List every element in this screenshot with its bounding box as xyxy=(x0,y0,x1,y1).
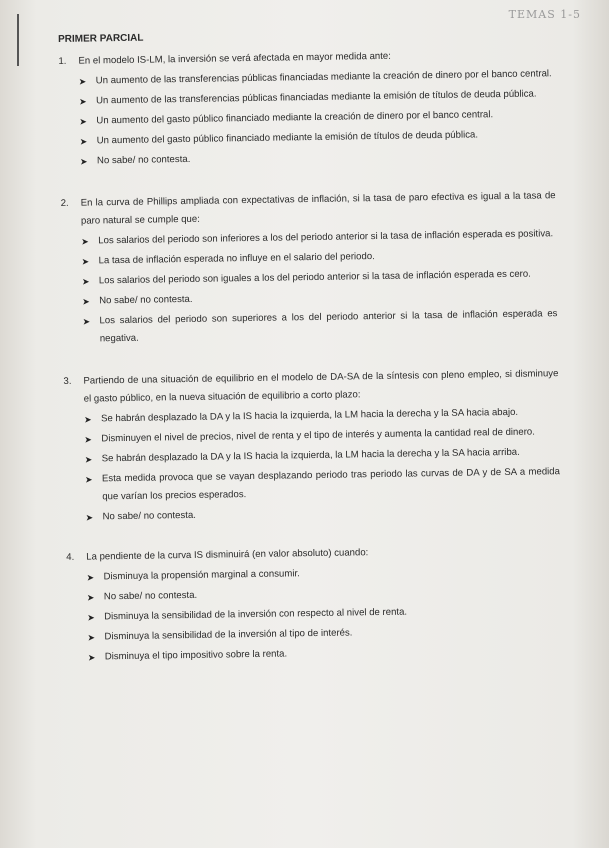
question-stem xyxy=(63,365,559,409)
question-1 xyxy=(58,45,555,171)
arrow-bullet-icon: ➤ xyxy=(81,236,89,247)
arrow-bullet-icon: ➤ xyxy=(85,512,94,523)
option-text: Esta medida provoca que se vayan desplazando periodo tras periodo las curvas de DA y de SA a medida que varían los precios esperados. xyxy=(101,466,561,503)
arrow-bullet-icon: ➤ xyxy=(78,76,87,87)
option-text: No sabe/ no contesta. xyxy=(96,153,191,167)
option-text: Disminuyen el nivel de precios, nivel de renta y el tipo de interés y aumenta la cantidad real de dinero. xyxy=(101,426,535,445)
arrow-bullet-icon: ➤ xyxy=(87,612,95,623)
option-text: Un aumento del gasto público financiado mediante la emisión de títulos de deuda pública. xyxy=(96,129,479,147)
option-list xyxy=(66,561,562,667)
option-text: No sabe/ no contesta. xyxy=(99,293,193,307)
arrow-bullet-icon: ➤ xyxy=(79,136,88,147)
arrow-bullet-icon: ➤ xyxy=(81,256,90,267)
arrow-bullet-icon: ➤ xyxy=(83,414,92,425)
arrow-bullet-icon: ➤ xyxy=(84,454,93,465)
option-item xyxy=(85,463,561,506)
option-item xyxy=(82,305,558,348)
option-text: No sabe/ no contesta. xyxy=(102,509,197,523)
arrow-bullet-icon: ➤ xyxy=(79,116,88,127)
arrow-bullet-icon: ➤ xyxy=(84,434,92,445)
option-text: Los salarios del periodo son superiores a los del periodo anterior si la tasa de inflación esperada es negativa. xyxy=(99,308,558,345)
option-text: Se habrán desplazado la DA y la IS hacia la izquierda, la LM hacia la derecha y la SA hacia arriba. xyxy=(101,446,520,465)
question-stem xyxy=(61,187,557,231)
option-text: Disminuya la sensibilidad de la inversión con respecto al nivel de renta. xyxy=(104,606,408,623)
arrow-bullet-icon: ➤ xyxy=(78,96,87,107)
option-text: Se habrán desplazado la DA y la IS hacia la izquierda, la LM hacia la derecha y la SA hacia abajo. xyxy=(100,406,519,425)
option-text: La tasa de inflación esperada no influye en el salario del periodo. xyxy=(98,251,375,267)
question-4 xyxy=(66,541,563,667)
option-list xyxy=(59,65,555,171)
question-number: 3. xyxy=(63,375,72,387)
option-text: No sabe/ no contesta. xyxy=(103,589,198,603)
arrow-bullet-icon: ➤ xyxy=(82,296,90,307)
option-text: Un aumento del gasto público financiado mediante la creación de dinero por el banco central. xyxy=(96,109,494,127)
option-text: Disminuya el tipo impositivo sobre la renta. xyxy=(104,648,288,663)
arrow-bullet-icon: ➤ xyxy=(86,572,95,583)
option-text: Disminuya la sensibilidad de la inversión al tipo de interés. xyxy=(104,627,353,643)
margin-line xyxy=(17,14,19,66)
option-text: Un aumento de las transferencias públicas financiadas mediante la creación de dinero por el banco central. xyxy=(95,68,552,87)
option-text: Disminuya la propensión marginal a consumir. xyxy=(103,568,300,583)
question-2 xyxy=(61,187,558,349)
option-text: Un aumento de las transferencias públicas financiadas mediante la emisión de títulos de deuda pública. xyxy=(95,88,537,107)
arrow-bullet-icon: ➤ xyxy=(81,276,90,287)
handwritten-note: TEMAS 1-5 xyxy=(508,8,581,21)
arrow-bullet-icon: ➤ xyxy=(87,632,96,643)
question-text: La pendiente de la curva IS disminuirá (en valor absoluto) cuando: xyxy=(86,547,369,563)
question-text: Partiendo de una situación de equilibrio en el modelo de DA-SA de la síntesis con pleno empleo, si disminuye el gasto público, en la nueva situación de equilibrio a corto plazo: xyxy=(83,368,559,405)
option-text: Los salarios del periodo son inferiores a los del periodo anterior si la tasa de inflación esperada es positiva. xyxy=(98,228,554,247)
question-text: En el modelo IS-LM, la inversión se verá afectada en mayor medida ante: xyxy=(78,50,391,67)
exam-title: PRIMER PARCIAL xyxy=(58,32,144,45)
exam-content xyxy=(58,26,563,669)
arrow-bullet-icon: ➤ xyxy=(86,592,95,603)
question-number: 4. xyxy=(66,551,75,563)
question-3 xyxy=(63,365,560,527)
question-number: 2. xyxy=(60,197,69,209)
option-text: Los salarios del periodo son iguales a los del periodo anterior si la tasa de inflación esperada es cero. xyxy=(98,268,531,287)
arrow-bullet-icon: ➤ xyxy=(84,474,93,485)
arrow-bullet-icon: ➤ xyxy=(79,156,88,167)
arrow-bullet-icon: ➤ xyxy=(82,316,91,327)
arrow-bullet-icon: ➤ xyxy=(87,652,96,663)
option-list xyxy=(61,225,558,349)
option-list xyxy=(64,403,561,527)
question-number: 1. xyxy=(58,55,67,67)
question-text: En la curva de Phillips ampliada con expectativas de inflación, si la tasa de paro efectiva es igual a la tasa de paro natural se cumple que: xyxy=(80,190,556,227)
